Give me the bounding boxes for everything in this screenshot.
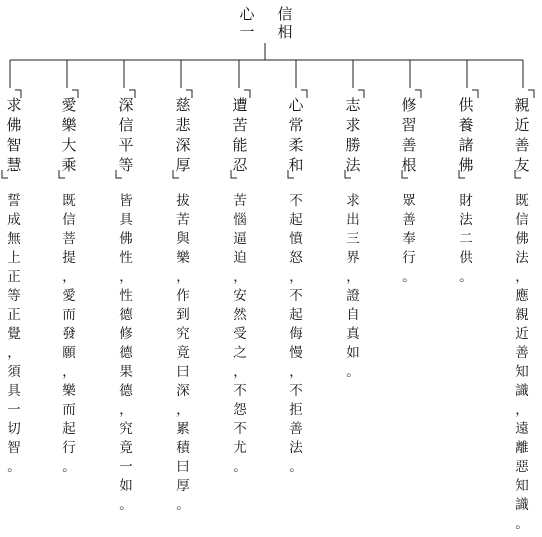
branch-label-1: 求 佛 智 慧 [6,96,22,174]
branch-description-9: 財 法 二 供 。 [459,193,473,285]
branch-label-9: 供 養 諸 佛 [458,96,474,174]
branch-label-8: 修 習 善 根 [401,96,417,174]
branch-description-5: 苦 惱 逼 迫 ， 安 然 受 之 ， 不 怨 不 尤 。 [233,193,247,475]
branch-description-6: 不 起 憤 怒 ， 不 起 侮 慢 ， 不 拒 善 法 。 [289,193,303,475]
branch-label-4: 慈 悲 深 厚 [175,96,191,174]
branch-description-3: 皆 具 佛 性 ， 性 德 修 德 果 德 ， 究 竟 一 如 。 [119,193,133,513]
branch-label-7: 志 求 勝 法 [345,96,361,174]
branch-description-10: 既 信 佛 法 ， 應 親 近 善 知 識 ， 遠 離 惡 知 識 。 [515,193,529,532]
root-char-2: 信 相 [277,5,293,41]
branch-label-2: 愛 樂 大 乘 [61,96,77,174]
branch-description-2: 既 信 菩 提 ， 愛 而 發 願 ， 樂 而 起 行 。 [62,193,76,475]
branch-label-5: 遭 苦 能 忍 [232,96,248,174]
branch-description-4: 拔 苦 與 樂 ， 作 到 究 竟 曰 深 ， 累 積 曰 厚 。 [176,193,190,513]
branch-description-7: 求 出 三 界 ， 證 自 真 如 。 [346,193,360,380]
root-char-1: 心 一 [239,5,255,41]
branch-label-10: 親 近 善 友 [514,96,530,174]
branch-label-3: 深 信 平 等 [118,96,134,174]
branch-description-8: 眾 善 奉 行 。 [402,193,416,285]
branch-description-1: 誓 成 無 上 正 等 正 覺 ， 須 具 一 切 智 。 [7,193,21,475]
branch-label-6: 心 常 柔 和 [288,96,304,174]
